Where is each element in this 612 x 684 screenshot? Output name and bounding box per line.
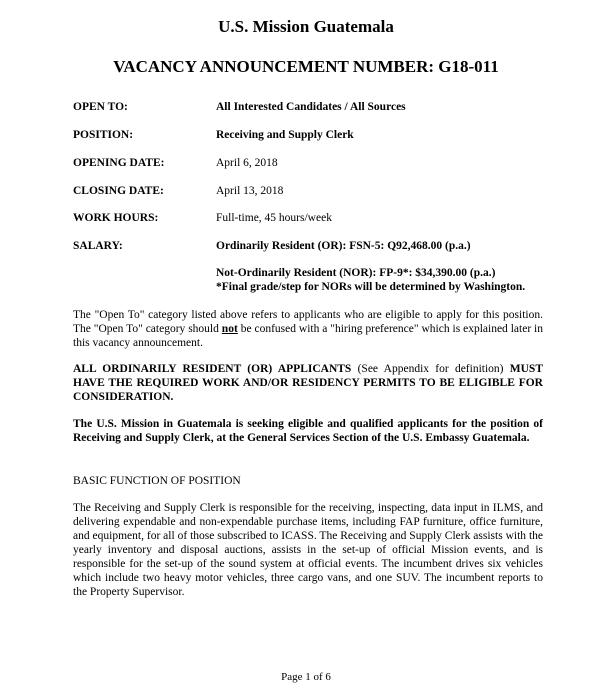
seeking-paragraph: The U.S. Mission in Guatemala is seeking eligible and qualified applicants for the position of Receiving and Supply Clerk, at the General Services Section of the U.S. Embassy Guatemala. <box>73 418 543 444</box>
work-hours-value: Full-time, 45 hours/week <box>216 212 332 224</box>
basic-function-heading: BASIC FUNCTION OF POSITION <box>73 475 241 487</box>
page-number: Page 1 of 6 <box>281 671 331 683</box>
mission-heading: U.S. Mission Guatemala <box>218 17 394 36</box>
or-eligibility-paragraph <box>73 362 543 404</box>
open-to-text-part1: The "Open To" category listed above refers to applicants who are eligible to apply for this position. The "Open To" category should <box>73 309 543 335</box>
open-to-text-part2: be confused with a "hiring preference" which is explained later in this vacancy announcement. <box>73 323 544 349</box>
or-text-part1: ALL ORDINARILY RESIDENT (OR) APPLICANTS <box>73 363 358 375</box>
position-label: POSITION: <box>73 129 134 141</box>
basic-function-paragraph: The Receiving and Supply Clerk is responsible for the receiving, inspecting, data input in ILMS, and delivering expendable and non-expendable purchase items, including FAP furniture, office furniture, and equipment, for all of those subscribed to ICASS. The Receiving and Supply Clerk assists with the yearly inventory and disposal auctions, assists in the set-up of official Mission events, and is responsible for the set-up of the sound system at official events. The incumbent drives six vehicles which include two heavy motor vehicles, three cargo vans, and one SUV. The incumbent reports to the Property Supervisor. <box>73 502 543 598</box>
or-text-part2: MUST HAVE THE REQUIRED WORK AND/OR RESIDENCY PERMITS TO BE ELIGIBLE FOR CONSIDERATION. <box>73 363 543 403</box>
not-emphasis: not <box>221 323 238 335</box>
open-to-value: All Interested Candidates / All Sources <box>216 101 406 113</box>
closing-date-value: April 13, 2018 <box>216 185 284 197</box>
salary-nor-value: Not-Ordinarily Resident (NOR): FP-9*: $34,390.00 (p.a.) <box>216 267 496 279</box>
opening-date-label: OPENING DATE: <box>73 157 165 169</box>
appendix-reference: (See Appendix for definition) <box>357 363 504 375</box>
position-value: Receiving and Supply Clerk <box>216 129 354 141</box>
work-hours-label: WORK HOURS: <box>73 212 159 224</box>
opening-date-value: April 6, 2018 <box>216 157 278 169</box>
vacancy-number-heading: VACANCY ANNOUNCEMENT NUMBER: G18-011 <box>113 57 499 76</box>
open-to-paragraph <box>73 308 543 350</box>
salary-label: SALARY: <box>73 240 123 252</box>
salary-or-value: Ordinarily Resident (OR): FSN-5: Q92,468.00 (p.a.) <box>216 240 471 252</box>
open-to-label: OPEN TO: <box>73 101 128 113</box>
salary-note: *Final grade/step for NORs will be determined by Washington. <box>216 281 526 293</box>
closing-date-label: CLOSING DATE: <box>73 185 164 197</box>
